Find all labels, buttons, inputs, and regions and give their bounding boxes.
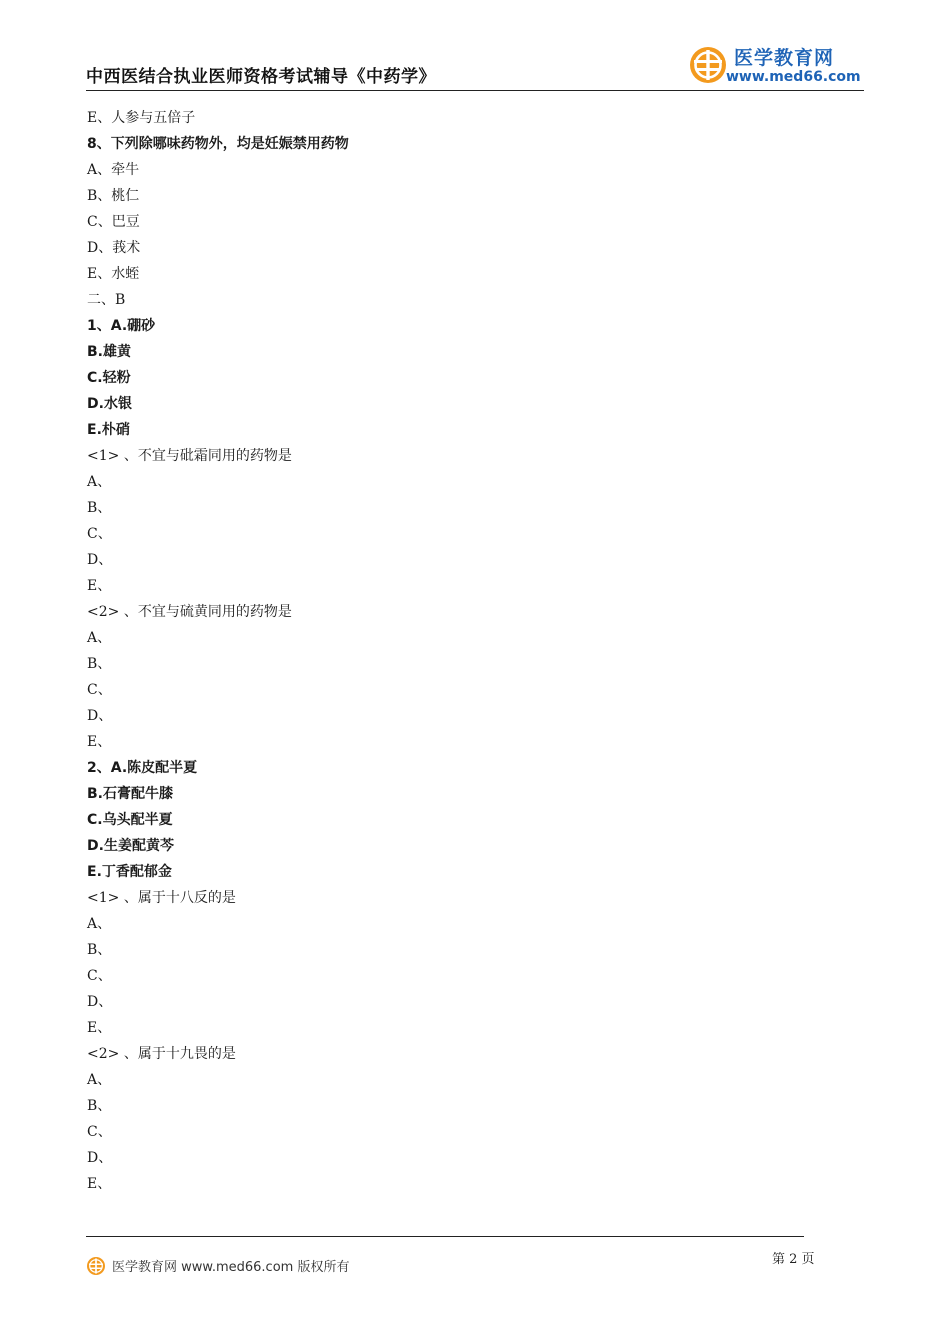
text-line: D、 [87, 1150, 113, 1166]
text-line: B、 [87, 500, 112, 516]
text-line: <1> 、不宜与砒霜同用的药物是 [87, 448, 292, 464]
logo-name: 医学教育网 [734, 47, 835, 69]
question-line: C.乌头配半夏 [87, 812, 173, 828]
text-line: <2> 、不宜与硫黄同用的药物是 [87, 604, 292, 620]
text-line: C、 [87, 526, 112, 542]
question-line: B.雄黄 [87, 344, 131, 360]
text-line: E、 [87, 1020, 112, 1036]
question-line: D.生姜配黄芩 [87, 838, 174, 854]
text-line: C、 [87, 1124, 112, 1140]
text-line: E、人参与五倍子 [87, 110, 196, 126]
text-line: B、 [87, 1098, 112, 1114]
text-line: A、 [87, 916, 112, 932]
text-line: A、 [87, 474, 112, 490]
question-line: E.丁香配郁金 [87, 864, 172, 880]
text-line: E、 [87, 734, 112, 750]
text-line: <1> 、属于十八反的是 [87, 890, 236, 906]
text-line: D、 [87, 552, 113, 568]
text-line: A、 [87, 1072, 112, 1088]
text-line: B、 [87, 656, 112, 672]
question-line: 8、下列除哪味药物外，均是妊娠禁用药物 [87, 136, 349, 152]
text-line: E、 [87, 1176, 112, 1192]
med66-logo-icon [688, 45, 728, 85]
text-line: C、巴豆 [87, 214, 140, 230]
text-line: A、牵牛 [87, 162, 140, 178]
text-line: E、 [87, 578, 112, 594]
question-line: C.轻粉 [87, 370, 131, 386]
text-line: D、 [87, 708, 113, 724]
text-line: A、 [87, 630, 112, 646]
logo-url[interactable]: www.med66.com [726, 69, 861, 85]
document-title: 中西医结合执业医师资格考试辅导《中药学》 [86, 67, 436, 87]
text-line: C、 [87, 968, 112, 984]
text-line: B、桃仁 [87, 188, 140, 204]
footer-copyright: 医学教育网 www.med66.com 版权所有 [112, 1260, 350, 1275]
question-line: 1、A.硼砂 [87, 318, 156, 334]
text-line: <2> 、属于十九畏的是 [87, 1046, 236, 1062]
question-line: 2、A.陈皮配半夏 [87, 760, 198, 776]
site-logo[interactable] [688, 43, 860, 89]
question-line: E.朴硝 [87, 422, 130, 438]
text-line: D、 [87, 994, 113, 1010]
question-line: B.石膏配牛膝 [87, 786, 173, 802]
footer-divider [86, 1236, 804, 1237]
med66-logo-icon [86, 1256, 106, 1276]
text-line: C、 [87, 682, 112, 698]
text-line: 二、B [87, 292, 126, 308]
document-body [87, 105, 827, 1197]
text-line: E、水蛭 [87, 266, 140, 282]
page-header [86, 40, 864, 91]
text-line: B、 [87, 942, 112, 958]
page-number: 第 2 页 [772, 1252, 815, 1267]
text-line: D、莪术 [87, 240, 141, 256]
question-line: D.水银 [87, 396, 132, 412]
